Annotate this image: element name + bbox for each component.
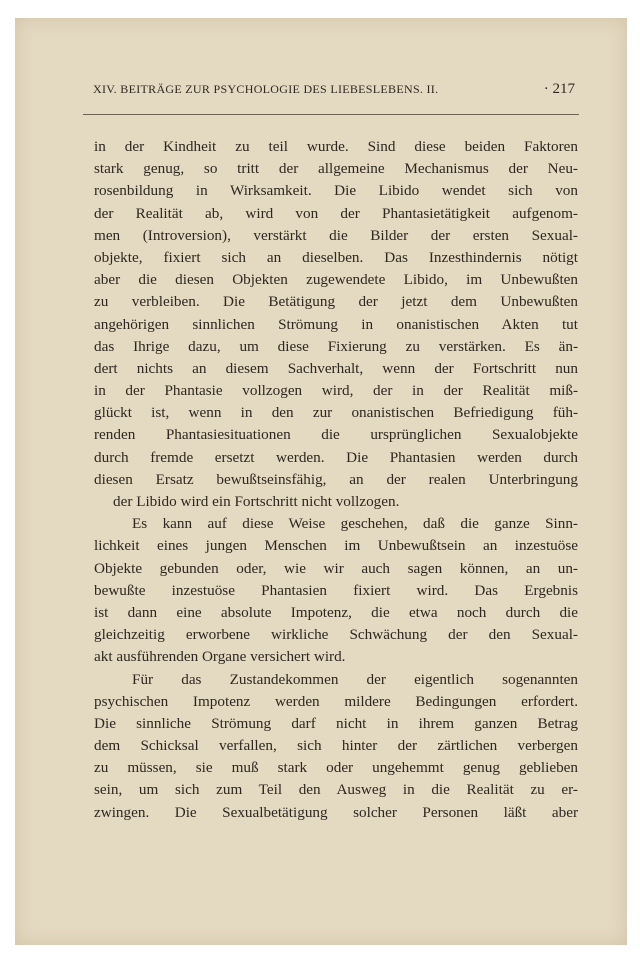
text-line: das Ihrige dazu, um diese Fixierung zu verstärken. Es än- [94, 337, 578, 355]
running-header [93, 81, 575, 98]
text-line: bewußte inzestuöse Phantasien fixiert wird. Das Ergebnis [94, 581, 578, 599]
text-line: sein, um sich zum Teil den Ausweg in die Realität zu er- [94, 781, 578, 799]
text-line: glückt ist, wenn in den zur onanistischen Befriedigung füh- [94, 404, 578, 422]
running-title: XIV. BEITRÄGE ZUR PSYCHOLOGIE DES LIEBESLEBENS. II. [93, 82, 439, 96]
text-line: men (Introversion), verstärkt die Bilder der ersten Sexual- [94, 226, 578, 244]
text-line: zwingen. Die Sexualbetätigung solcher Personen läßt aber [94, 803, 578, 821]
text-line: zu verbleiben. Die Betätigung der jetzt dem Unbewußten [94, 293, 578, 311]
text-line: diesen Ersatz bewußtseinsfähig, an der realen Unterbringung [94, 470, 578, 488]
text-line: lichkeit eines jungen Menschen im Unbewußtsein an inzestuöse [94, 537, 578, 555]
page-number: · 217 [543, 81, 575, 97]
text-line: dem Schicksal verfallen, sich hinter der zärtlichen verbergen [94, 737, 578, 755]
text-line: renden Phantasiesituationen die ursprünglichen Sexualobjekte [94, 426, 578, 444]
text-line: der Libido wird ein Fortschritt nicht vollzogen. [113, 493, 400, 510]
text-line: ist dann eine absolute Impotenz, die etwa noch durch die [94, 603, 578, 621]
text-line: dert nichts an diesem Sachverhalt, wenn der Fortschritt nun [94, 359, 578, 377]
header-rule [83, 114, 579, 115]
text-line: stark genug, so tritt der allgemeine Mechanismus der Neu- [94, 160, 578, 178]
text-line: durch fremde ersetzt werden. Die Phantasien werden durch [94, 448, 578, 466]
text-line: gleichzeitig erworbene wirkliche Schwächung der den Sexual- [94, 626, 578, 644]
text-line: in der Phantasie vollzogen wird, der in der Realität miß- [94, 382, 578, 400]
paragraph-start-line: Für das Zustandekommen der eigentlich sogenannten [132, 670, 578, 688]
text-line: objekte, fixiert sich an dieselben. Das Inzesthindernis nötigt [94, 248, 578, 266]
text-line: rosenbildung in Wirksamkeit. Die Libido wendet sich von [94, 182, 578, 200]
text-line: angehörigen sinnlichen Strömung in onanistischen Akten tut [94, 315, 578, 333]
text-line: der Realität ab, wird von der Phantasietätigkeit aufgenom- [94, 204, 578, 222]
text-line: aber die diesen Objekten zugewendete Libido, im Unbewußten [94, 271, 578, 289]
book-page [15, 18, 627, 945]
text-line: Die sinnliche Strömung darf nicht in ihrem ganzen Betrag [94, 714, 578, 732]
text-line: psychischen Impotenz werden mildere Bedingungen erfordert. [94, 692, 578, 710]
text-line: akt ausführenden Organe versichert wird. [94, 648, 346, 666]
text-line: zu müssen, sie muß stark oder ungehemmt genug geblieben [94, 759, 578, 777]
paragraph-start-line: Es kann auf diese Weise geschehen, daß die ganze Sinn- [132, 515, 578, 533]
text-line: Objekte gebunden oder, wie wir auch sagen können, an un- [94, 559, 578, 577]
body-text [94, 136, 578, 824]
text-line: in der Kindheit zu teil wurde. Sind diese beiden Faktoren [94, 138, 578, 155]
